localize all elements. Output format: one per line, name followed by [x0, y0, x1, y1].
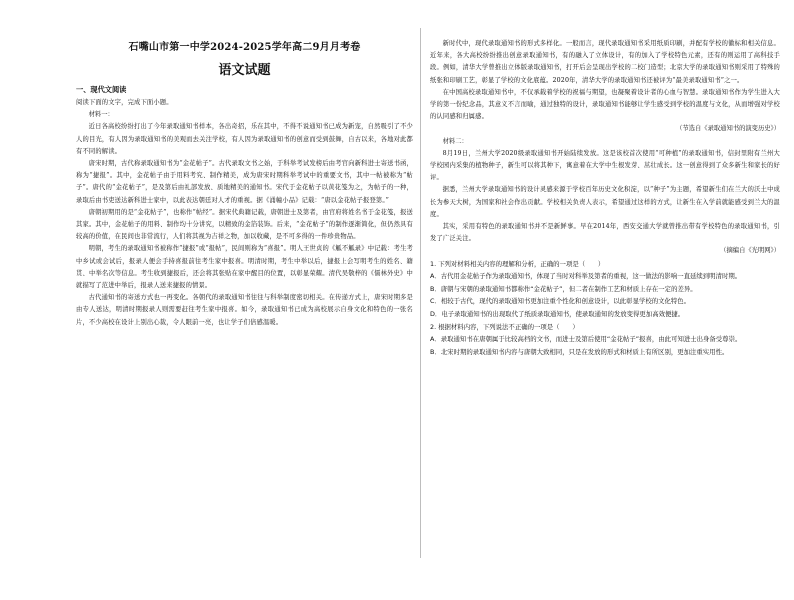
- column-divider: [420, 28, 421, 558]
- exam-subtitle: 语文试题: [218, 63, 271, 78]
- question-stem: 1. 下列对材料相关内容的理解和分析，正确的一项是（ ）: [430, 259, 605, 268]
- instruction-text: 阅读下面的文字，完成下面小题。: [76, 99, 173, 106]
- left-column: [76, 38, 413, 600]
- passage-paragraph: 明朝，考生的录取通知书被称作“捷报”或“报帖”，民间则称为“喜报”。明人王世贞的《觚不觚录》中记载：考生考中乡试或会试后，报录人便会手持喜报前往考生家中报喜。明清时期，考生中举以后，捷报上会写明考生的姓名、籍贯、中举名次等信息。考生收到捷报后，还会将其张贴在家中醒目的位置，以彰显荣耀。清代吴敬梓的《儒林外史》中就描写了范进中举后，报录人送来捷报的情景。: [76, 245, 413, 290]
- passage-paragraph: 唐宋时期，古代称录取通知书为“金花帖子”。古代录取文书之始，于科举考试发榜后由考官向新科进士寄送书函，称为“捷报”。其中，金花帖子由于用料考究、制作精美，成为唐宋时期科举考试中的重要文书，其中一帖被称为“帖子”。唐代的“金花帖子”，是及第后由礼部发放、质地精美的通知书。宋代于金花帖子以黄花笺为之，为帖子的一种，录取后由书吏送达新科进士家中，以此表达朝廷对人才的重视。据《涌幢小品》记载：“唐以金花帖子报登第。”: [76, 160, 413, 204]
- answer-option: C．相较于古代，现代的录取通知书更加注重个性化和创意设计，以此彰显学校的文化特色。: [430, 297, 691, 306]
- answer-option: A．古代用金花帖子作为录取通知书，体现了当时对科举及第者的重视，这一做法的影响一直延续到明清时期。: [430, 272, 742, 281]
- passage-paragraph: 据悉，兰州大学录取通知书的设计灵感来源于学校百年历史文化积淀，以“种子”为主题，希望新生们在兰大的沃土中成长为参天大树，为国家和社会作出贡献。学校相关负责人表示，希望通过这样的方式，让新生在入学前就能感受到兰大的温度。: [430, 186, 780, 218]
- section-heading: 一、现代文阅读: [76, 85, 127, 94]
- answer-option: A．录取通知书在唐朝属于比较高档的文书，而进士及第后使用“金花帖子”报喜，由此可知进士出身备受尊崇。: [430, 335, 742, 344]
- answer-option: B．北宋时期的录取通知书内容与唐朝大致相同，只是在发放的形式和材质上有所区别，更加注重实用性。: [430, 347, 729, 356]
- passage-paragraph: 古代通知书的寄送方式也一再变化。各朝代的录取通知书往往与科举制度密切相关。在传递方式上，唐宋时期多是由专人送达，明清时期报录人则需要赶往考生家中报喜。如今，录取通知书已成为高校展示自身文化和特色的一张名片，不少高校在设计上别出心裁，令人眼前一亮，也让学子们倍感温暖。: [76, 294, 413, 326]
- source-note: （节选自《录取通知书的演变历史》）: [676, 125, 780, 133]
- question-stem: 2. 根据材料内容，下列说法不正确的一项是（ ）: [430, 322, 579, 331]
- source-note: （摘编自《光明网》）: [720, 247, 780, 255]
- material-two-label: 材料二：: [442, 137, 468, 145]
- right-column: [430, 38, 780, 600]
- exam-title: 石嘴山市第一中学2024-2025学年高二9月月考卷: [128, 42, 361, 53]
- passage-paragraph: 其实，采用有特色的录取通知书并不是新鲜事。早在2014年，西安交通大学就曾推出带有学校特色的录取通知书，引发了广泛关注。: [430, 223, 780, 243]
- passage-paragraph: 8月19日，兰州大学2020级录取通知书开始陆续发放。这是该校首次使用“可种植”的录取通知书，信封里附有兰州大学校园内采集的植物种子，新生可以将其种下，寓意着在大学中生根发芽、茁壮成长。这一创意得到了众多新生和家长的好评。: [430, 149, 780, 182]
- material-one-label: 材料一：: [88, 111, 114, 119]
- answer-option: D．电子录取通知书的出现取代了纸质录取通知书，使录取通知的发放变得更加高效便捷。: [430, 310, 685, 319]
- passage-paragraph: 近日各高校纷纷打出了今年录取通知书样本，各出奇招，乐在其中，不得不说通知书已成为新宠，自然吸引了不少人的目光，有人因为录取通知书的美观而去关注学校，有人因为录取通知书的创意而受到鼓舞，自古以来，各地对此都有不同的解读。: [76, 123, 413, 155]
- answer-option: B．唐朝与宋朝的录取通知书都称作“金花帖子”，但二者在制作工艺和材质上存在一定的差异。: [430, 284, 697, 293]
- passage-paragraph: 唐朝初期用的是“金花帖子”，也称作“帖经”。据宋代典籍记载，唐朝进士及第者，由官府将姓名书于金花笺，报送其家。其中，金花帖子的用料、制作均十分讲究，以精致的金箔装饰。后来，“金花帖子”的制作逐渐简化，但仍然具有较高的价值，在民间也非常流行，人们将其视为吉祥之物，加以收藏，是不可多得的一件珍贵物品。: [76, 208, 413, 241]
- passage-paragraph: 新时代中，现代录取通知书的形式多样化。一般而言，现代录取通知书采用纸质印刷，并配有学校的徽标和相关信息。近年来，各大高校纷纷推出创意录取通知书，有的融入了立体设计，有的加入了学校特色元素，还有的则运用了高科技手段。例如，清华大学曾推出立体版录取通知书，打开后会呈现出学校的二校门造型；北京大学的录取通知书则采用了特殊的纸张和印刷工艺，彰显了学校的文化底蕴。2020年，清华大学的录取通知书还被评为“最美录取通知书”之一。: [430, 40, 780, 84]
- passage-paragraph: 在中国高校录取通知书中，不仅承载着学校的祝福与期望，也凝聚着设计者的心血与智慧。录取通知书作为学生进入大学的第一份纪念品，其意义不言而喻，通过独特的设计，录取通知书能够让学生感受到学校的温度与文化，从而增强对学校的认同感和归属感。: [430, 88, 780, 121]
